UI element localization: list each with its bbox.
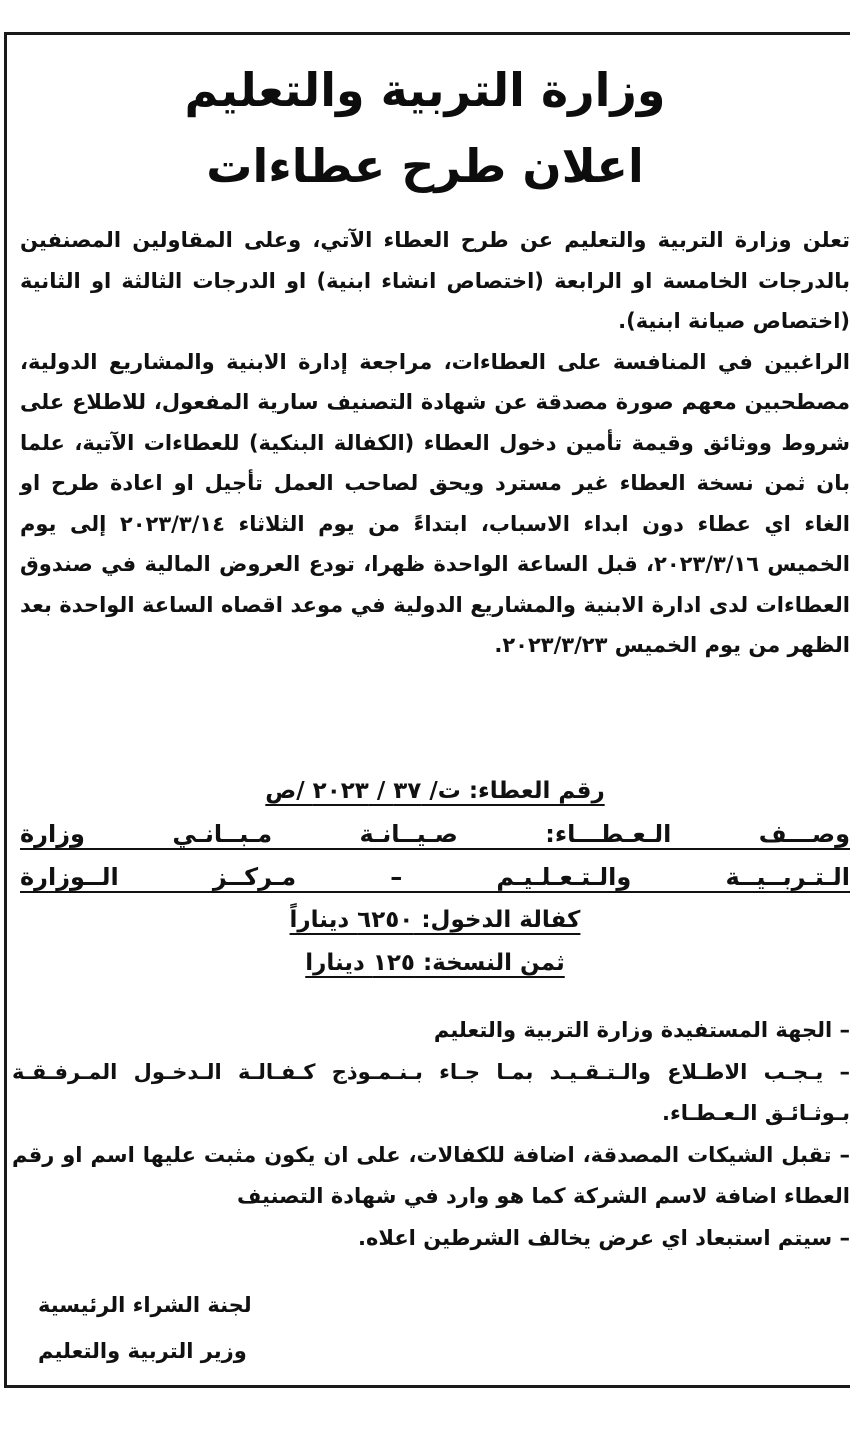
note-item: – سيتم استبعاد اي عرض يخالف الشرطين اعلاه. [358, 1225, 850, 1250]
copy-price: ثمن النسخة: ١٢٥ دينارا [305, 950, 565, 976]
announcement-title: اعلان طرح عطاءات [206, 139, 644, 193]
intro-paragraph: تعلن وزارة التربية والتعليم عن طرح العطاء الآتي، وعلى المقاولين المصنفين بالدرجات الخامسة او الرابعة (اختصاص انشاء ابنية) او الدرجات الثالثة او الثانية (اختصاص صيانة ابنية). [20, 228, 850, 333]
entry-guarantee: كفالة الدخول: ٦٢٥٠ ديناراً [289, 907, 581, 933]
note-item: – يـجـب الاطـلاع والـتـقـيـد بمـا جـاء بـنـمـوذج كـفـالـة الـدخـول المـرفـقـة بـوثـائـق الـعـطـاء. [12, 1059, 850, 1125]
tender-description-line2: الـتـربــيــة والـتـعـلـيـم – مـركــز الــوزارة [20, 863, 850, 891]
note-item: – تقبل الشيكات المصدقة، اضافة للكفالات، على ان يكون مثبت عليها اسم او رقم العطاء اضافة لاسم الشركة كما هو وارد في شهادة التصنيف [12, 1142, 850, 1208]
details-paragraph: الراغبين في المنافسة على العطاءات، مراجعة إدارة الابنية والمشاريع الدولية، مصطحبين معهم صورة مصدقة عن شهادة التصنيف سارية المفعول، للاطلاع على شروط ووثائق وقيمة تأمين دخول العطاء (الكفالة البنكية) للعطاءات الآتية، علما بان ثمن نسخة العطاء غير مسترد ويحق لصاحب العمل تأجيل او اعادة طرح او الغاء اي عطاء دون ابداء الاسباب، ابتداءً من يوم الثلاثاء ٢٠٢٣/٣/١٤ إلى يوم الخميس ٢٠٢٣/٣/١٦، قبل الساعة الواحدة ظهرا، تودع العروض المالية في صندوق العطاءات لدى ادارة الابنية والمشاريع الدولية في موعد اقصاه الساعة الواحدة بعد الظهر من يوم الخميس ٢٠٢٣/٣/٢٣. [20, 349, 850, 657]
announcement-body [20, 220, 850, 666]
tender-block [20, 770, 850, 985]
ministry-name: وزارة التربية والتعليم [184, 63, 666, 117]
signature-block [30, 1282, 850, 1374]
tender-description-line1: وصـــف الـعـطـــاء: صـيــانـة مـبــانـي وزارة [20, 820, 850, 848]
minister-signature: وزير التربية والتعليم [38, 1339, 247, 1363]
announcement-header [0, 52, 850, 204]
note-item: – الجهة المستفيدة وزارة التربية والتعليم [433, 1018, 850, 1042]
notes-list [12, 1010, 850, 1259]
tender-number: رقم العطاء: ت/ ٣٧ / ٢٠٢٣ /ص [265, 778, 605, 804]
committee-signature: لجنة الشراء الرئيسية [38, 1293, 252, 1317]
